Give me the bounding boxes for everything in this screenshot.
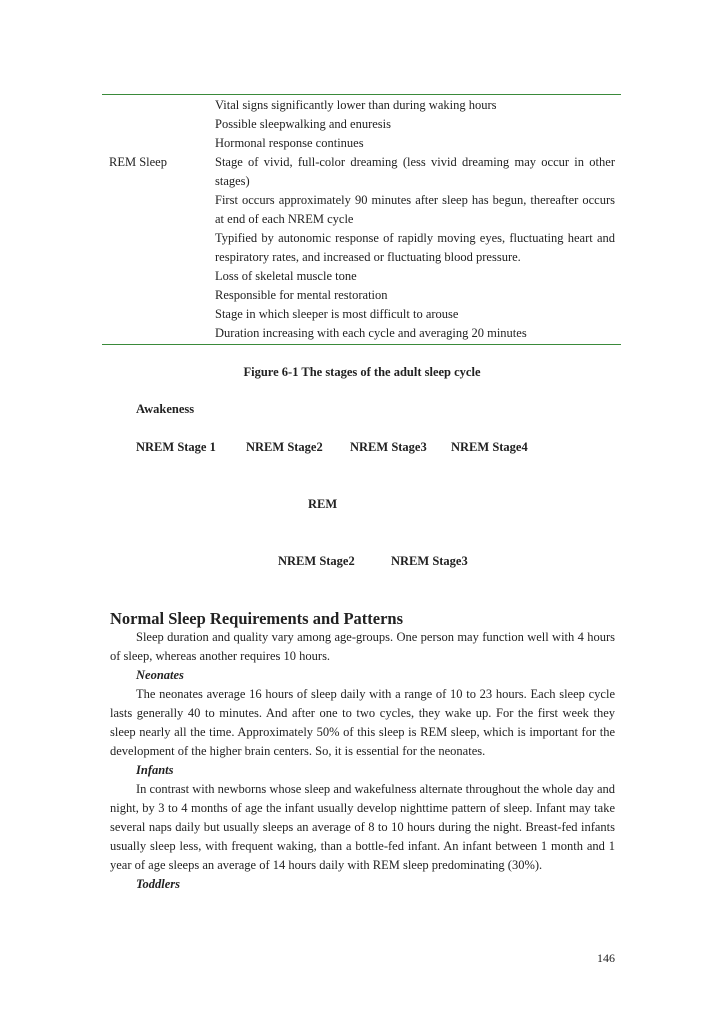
figure-label-nrem-stage2-return: NREM Stage2 xyxy=(278,554,355,568)
characteristic-item: Duration increasing with each cycle and averaging 20 minutes xyxy=(215,326,527,340)
subheading-toddlers: Toddlers xyxy=(136,877,180,891)
characteristic-item: Typified by autonomic response of rapidly moving eyes, fluctuating heart and respiratory rates, and increased or fluctuating blood pressure. xyxy=(215,231,615,264)
figure-label-awakeness: Awakeness xyxy=(136,402,195,416)
page-number: 146 xyxy=(597,951,615,965)
characteristic-item: Loss of skeletal muscle tone xyxy=(215,269,357,283)
table-row xyxy=(102,153,621,343)
subheading-infants: Infants xyxy=(136,763,174,777)
figure-label-nrem-stage4: NREM Stage4 xyxy=(451,440,528,454)
sleep-stages-table xyxy=(102,94,621,345)
figure-caption: Figure 6-1 The stages of the adult sleep cycle xyxy=(243,365,481,379)
stage-characteristics xyxy=(215,96,621,153)
neonates-paragraph: The neonates average 16 hours of sleep daily with a range of 10 to 23 hours. Each sleep cycle lasts generally 40 to minutes. And after one to two cycles, they wake up. For the first week they sleep nearly all the time. Approximately 50% of this sleep is REM sleep, which is important for the development of the higher brain centers. So, it is essential for the neonates. xyxy=(110,687,615,758)
characteristic-item: Stage of vivid, full-color dreaming (less vivid dreaming may occur in other stages) xyxy=(215,155,615,188)
stage-label: REM Sleep xyxy=(109,155,167,169)
section-heading: Normal Sleep Requirements and Patterns xyxy=(110,609,404,628)
figure-label-nrem-stage2: NREM Stage2 xyxy=(246,440,323,454)
figure-label-rem: REM xyxy=(308,497,338,511)
figure-label-nrem-stage1: NREM Stage 1 xyxy=(136,440,216,454)
characteristic-item: Possible sleepwalking and enuresis xyxy=(215,117,392,131)
section-body xyxy=(110,628,615,894)
characteristic-item: Stage in which sleeper is most difficult to arouse xyxy=(215,307,459,321)
characteristic-item: Vital signs significantly lower than during waking hours xyxy=(215,98,497,112)
characteristic-item: Responsible for mental restoration xyxy=(215,288,388,302)
subheading-neonates: Neonates xyxy=(136,668,184,682)
infants-paragraph: In contrast with newborns whose sleep and wakefulness alternate throughout the whole day and night, by 3 to 4 months of age the infant usually develop nighttime pattern of sleep. Infant may take several naps daily but usually sleeps an average of 8 to 10 hours during the night. Breast-fed infants usually sleep less, with frequent waking, than a bottle-fed infant. An infant between 1 month and 1 year of age sleeps an average of 14 hours daily with REM sleep predominating (30%). xyxy=(110,782,615,872)
intro-paragraph: Sleep duration and quality vary among age-groups. One person may function well with 4 hours of sleep, whereas another requires 10 hours. xyxy=(110,630,615,663)
figure-label-nrem-stage3-return: NREM Stage3 xyxy=(391,554,468,568)
figure-label-nrem-stage3: NREM Stage3 xyxy=(350,440,427,454)
stage-label xyxy=(102,96,215,153)
stage-characteristics xyxy=(215,153,621,343)
characteristic-item: First occurs approximately 90 minutes after sleep has begun, thereafter occurs at end of each NREM cycle xyxy=(215,193,615,226)
characteristic-item: Hormonal response continues xyxy=(215,136,364,150)
table-row xyxy=(102,96,621,153)
